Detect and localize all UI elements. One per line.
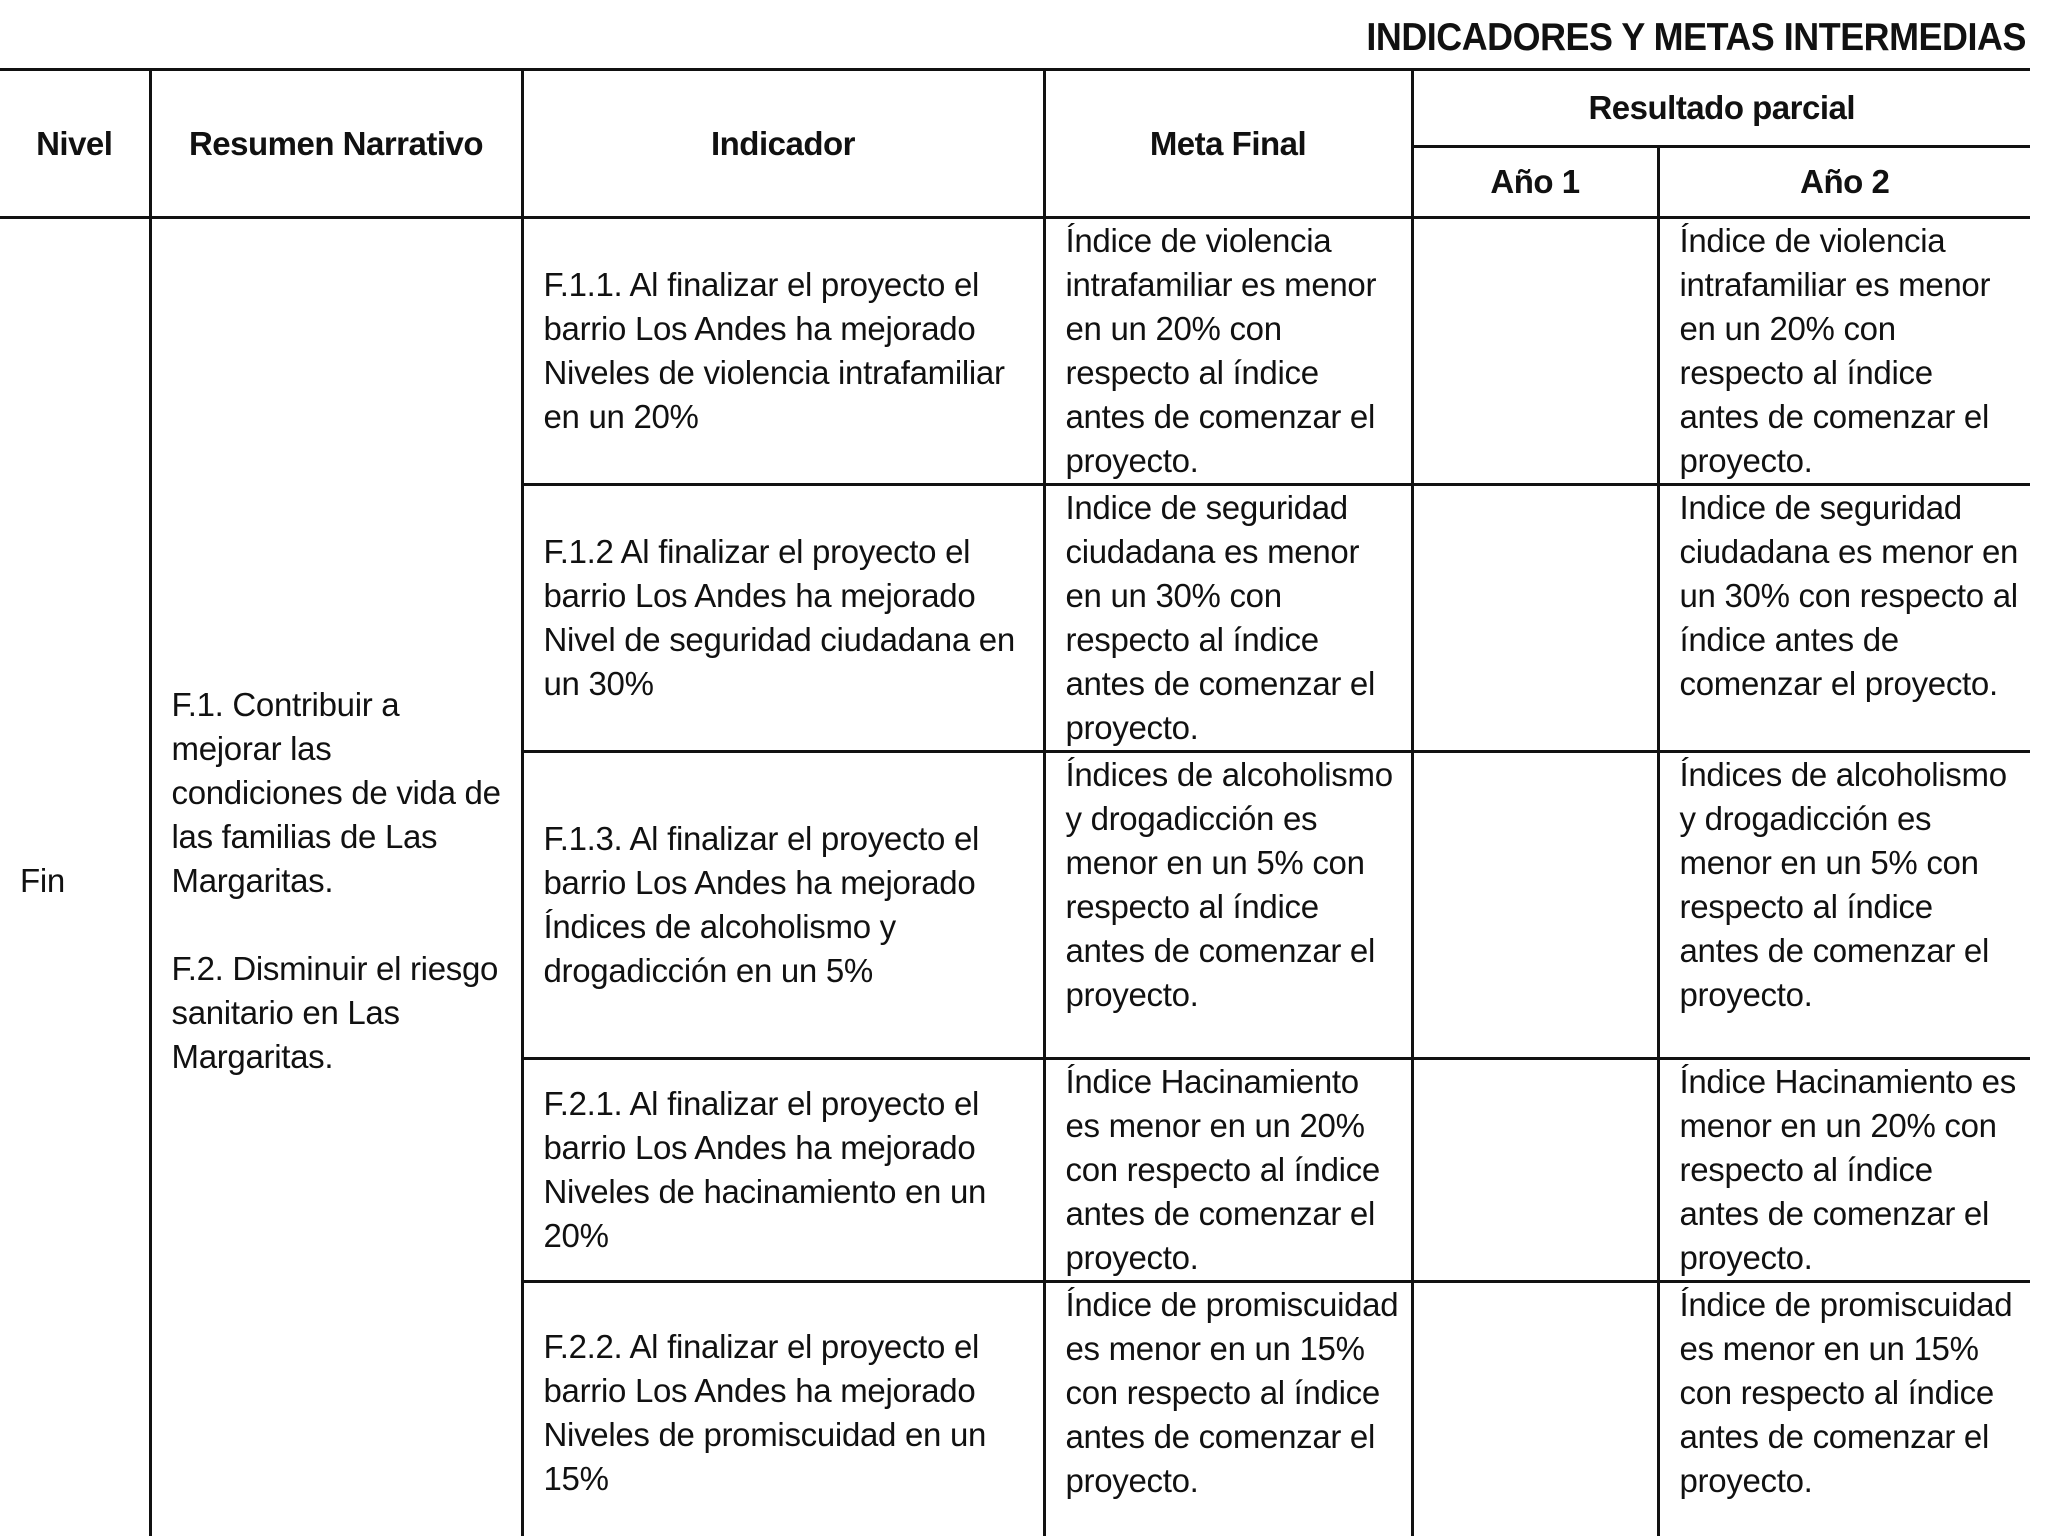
indicador-cell: F.1.1. Al finalizar el proyecto el barrio Los Andes ha mejorado Niveles de violencia intrafamiliar en un 20% — [522, 218, 1044, 485]
anio-2-cell: Índice de violencia intrafamiliar es menor en un 20% con respecto al índice antes de comenzar el proyecto. — [1658, 218, 2030, 485]
anio-1-cell — [1412, 1059, 1658, 1282]
header-nivel: Nivel — [0, 70, 150, 218]
table-row — [0, 218, 2030, 485]
anio-2-cell: Indice de seguridad ciudadana es menor en un 30% con respecto al índice antes de comenzar el proyecto. — [1658, 485, 2030, 752]
meta-final-cell: Indice de seguridad ciudadana es menor en un 30% con respecto al índice antes de comenzar el proyecto. — [1044, 485, 1412, 752]
anio-1-cell — [1412, 485, 1658, 752]
header-meta-final: Meta Final — [1044, 70, 1412, 218]
indicators-table — [0, 68, 2030, 1536]
anio-2-cell: Índice Hacinamiento es menor en un 20% con respecto al índice antes de comenzar el proyecto. — [1658, 1059, 2030, 1282]
resumen-narrativo-cell — [150, 218, 522, 1536]
anio-2-cell: Índice de promiscuidad es menor en un 15% con respecto al índice antes de comenzar el proyecto. — [1658, 1282, 2030, 1536]
page-title: INDICADORES Y METAS INTERMEDIAS — [1366, 16, 2026, 59]
meta-final-cell: Índices de alcoholismo y drogadicción es menor en un 5% con respecto al índice antes de comenzar el proyecto. — [1044, 752, 1412, 1059]
header-resumen-narrativo: Resumen Narrativo — [150, 70, 522, 218]
resumen-paragraph: F.1. Contribuir a mejorar las condiciones de vida de las familias de Las Margaritas. — [171, 685, 501, 899]
header-indicador: Indicador — [522, 70, 1044, 218]
header-anio-1: Año 1 — [1412, 147, 1658, 218]
anio-1-cell — [1412, 218, 1658, 485]
resumen-paragraph: F.2. Disminuir el riesgo sanitario en Las Margaritas. — [171, 949, 499, 1075]
indicador-cell: F.1.2 Al finalizar el proyecto el barrio Los Andes ha mejorado Nivel de seguridad ciudadana en un 30% — [522, 485, 1044, 752]
anio-1-cell — [1412, 1282, 1658, 1536]
indicador-cell: F.2.2. Al finalizar el proyecto el barrio Los Andes ha mejorado Niveles de promiscuidad en un 15% — [522, 1282, 1044, 1536]
meta-final-cell: Índice de promiscuidad es menor en un 15% con respecto al índice antes de comenzar el proyecto. — [1044, 1282, 1412, 1536]
header-anio-2: Año 2 — [1658, 147, 2030, 218]
header-resultado-parcial: Resultado parcial — [1412, 70, 2030, 147]
indicador-cell: F.1.3. Al finalizar el proyecto el barrio Los Andes ha mejorado Índices de alcoholismo y drogadicción en un 5% — [522, 752, 1044, 1059]
anio-2-cell: Índices de alcoholismo y drogadicción es menor en un 5% con respecto al índice antes de comenzar el proyecto. — [1658, 752, 2030, 1059]
meta-final-cell: Índice de violencia intrafamiliar es menor en un 20% con respecto al índice antes de comenzar el proyecto. — [1044, 218, 1412, 485]
indicador-cell: F.2.1. Al finalizar el proyecto el barrio Los Andes ha mejorado Niveles de hacinamiento en un 20% — [522, 1059, 1044, 1282]
anio-1-cell — [1412, 752, 1658, 1059]
meta-final-cell: Índice Hacinamiento es menor en un 20% con respecto al índice antes de comenzar el proyecto. — [1044, 1059, 1412, 1282]
nivel-cell: Fin — [0, 218, 150, 1536]
